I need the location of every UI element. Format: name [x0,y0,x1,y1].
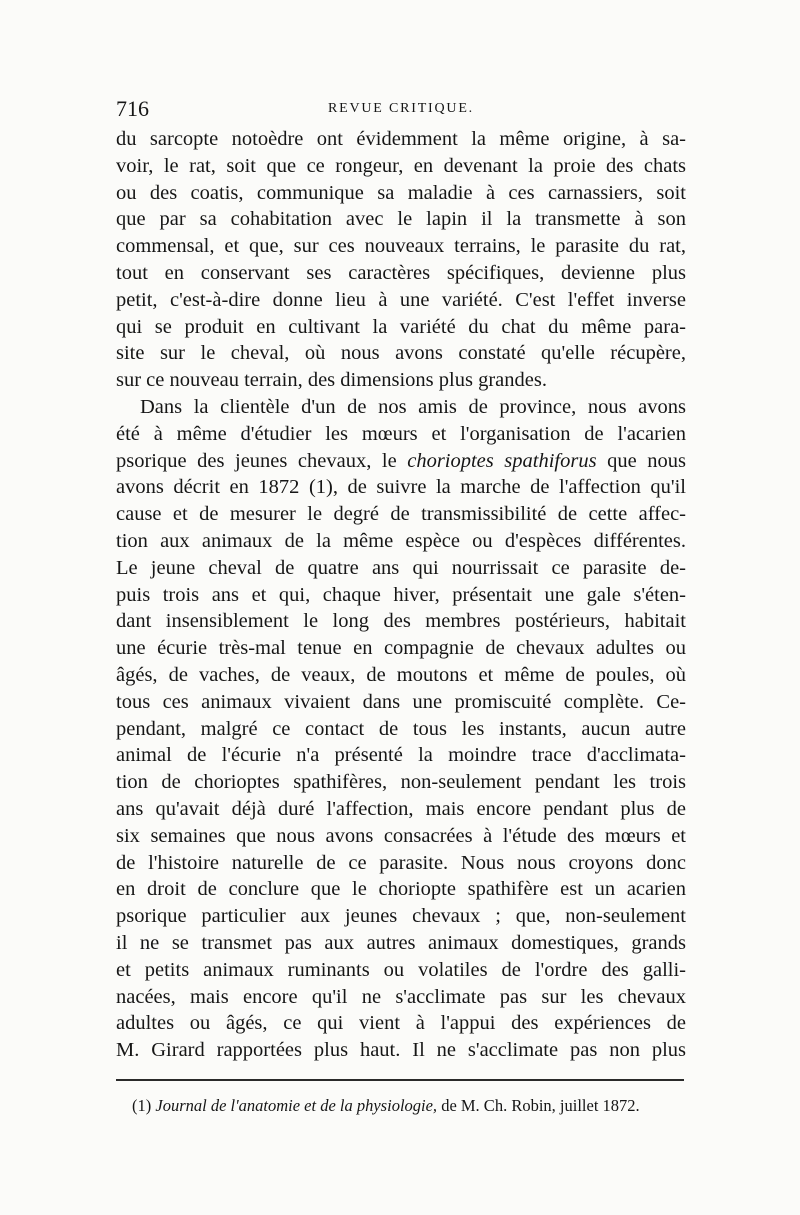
text-line: une écurie très-mal tenue en compagnie de chevaux adultes ou [116,637,686,660]
text-line: nacées, mais encore qu'il ne s'acclimate pas sur les chevaux [116,985,686,1008]
text-line: et petits animaux ruminants ou volatiles de l'ordre des galli- [116,958,686,981]
text-line: ans qu'avait déjà duré l'affection, mais encore pendant plus de [116,797,686,820]
text-line: il ne se transmet pas aux autres animaux domestiques, grands [116,931,686,954]
page-header [116,96,686,124]
text-line: tion de chorioptes spathifères, non-seulement pendant les trois [116,771,686,794]
text-line: psorique particulier aux jeunes chevaux ; que, non-seulement [116,905,686,928]
text-line: ou des coatis, communique sa maladie à ces carnassiers, soit [116,181,686,204]
text-line: M. Girard rapportées plus haut. Il ne s'acclimate pas non plus [116,1039,686,1062]
footnote [132,1096,692,1116]
text-line: été à même d'étudier les mœurs et l'organisation de l'acarien [116,422,686,445]
document-page [116,96,686,1115]
text-line: de l'histoire naturelle de ce parasite. Nous nous croyons donc [116,851,686,874]
text-line: en droit de conclure que le choriopte spathifère est un acarien [116,878,686,901]
text-line: puis trois ans et qui, chaque hiver, présentait une gale s'éten- [116,583,686,606]
text-line: tion aux animaux de la même espèce ou d'espèces différentes. [116,529,686,552]
text-line: tout en conservant ses caractères spécifiques, devienne plus [116,261,686,284]
text-line: site sur le cheval, où nous avons constaté qu'elle récupère, [116,342,686,365]
text-line: voir, le rat, soit que ce rongeur, en devenant la proie des chats [116,154,686,177]
text-line: six semaines que nous avons consacrées à l'étude des mœurs et [116,824,686,847]
running-head: REVUE CRITIQUE. [328,101,474,116]
text-line: sur ce nouveau terrain, des dimensions plus grandes. [116,369,547,392]
text-line: dant insensiblement le long des membres postérieurs, habitait [116,610,686,633]
footnote-marker: (1) [132,1096,152,1115]
species-name: chorioptes spathiforus [407,449,597,472]
footnote-divider [116,1079,684,1081]
text-line: du sarcopte notoèdre ont évidemment la même origine, à sa- [116,128,686,150]
text-line: psorique des jeunes chevaux, le chorioptes spathiforus que nous [116,449,686,472]
text-line: âgés, de vaches, de veaux, de moutons et même de poules, où [116,663,686,686]
text-line: commensal, et que, sur ces nouveaux terrains, le parasite du rat, [116,235,686,258]
body-text [116,126,686,1064]
text-line: qui se produit en cultivant la variété du chat du même para- [116,315,686,338]
text-line: Le jeune cheval de quatre ans qui nourrissait ce parasite de- [116,556,686,579]
text-line: pendant, malgré ce contact de tous les instants, aucun autre [116,717,686,740]
text-line: avons décrit en 1872 (1), de suivre la marche de l'affection qu'il [116,476,686,499]
text-line: adultes ou âgés, ce qui vient à l'appui des expériences de [116,1012,686,1035]
text-line: animal de l'écurie n'a présenté la moindre trace d'acclimata- [116,744,686,767]
text-line: petit, c'est-à-dire donne lieu à une variété. C'est l'effet inverse [116,288,686,311]
footnote-journal-title: Journal de l'anatomie et de la physiologie, [155,1096,438,1115]
text-line: que par sa cohabitation avec le lapin il la transmette à son [116,208,686,231]
page-number: 716 [116,96,149,121]
footnote-citation: de M. Ch. Robin, juillet 1872. [437,1096,640,1115]
text-line: cause et de mesurer le degré de transmissibilité de cette affec- [116,503,686,526]
text-line: Dans la clientèle d'un de nos amis de province, nous avons [140,395,686,418]
text-line: tous ces animaux vivaient dans une promiscuité complète. Ce- [116,690,686,713]
